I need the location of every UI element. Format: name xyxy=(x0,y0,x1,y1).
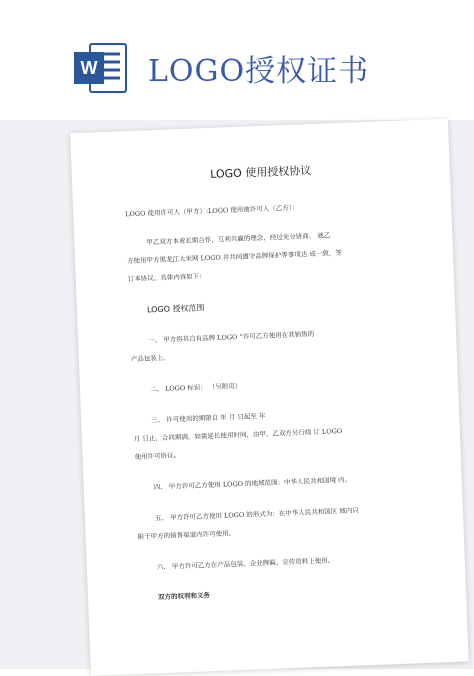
clause-3-line-1: 三、 许可使用的期限自 年 月 日起至 年 xyxy=(151,411,266,425)
parties-line: LOGO 使用许可人（甲方）:LOGO 使用被许可人（乙方）： xyxy=(125,203,299,219)
clause-6-line-1: 六、 甲方许可乙方在产品包装、企业牌匾、宣传资料上使用。 xyxy=(156,556,335,572)
clause-3-line-3: 使用许可协议。 xyxy=(134,451,181,462)
intro-line-2: 方使用甲方黑龙江大米网 LOGO 并共同遵守品牌保护等事项达 成一致，签 xyxy=(126,248,342,266)
rights-heading: 双方的权利和义务 xyxy=(157,591,211,602)
document-page xyxy=(70,119,469,676)
svg-text:W: W xyxy=(80,58,98,78)
clause-5-line-2: 限于甲方的销售渠道内许可使用。 xyxy=(137,529,236,541)
clause-3-line-2: 月 日止，合同期满，如需延长使用时间，由甲、乙双方另行续 订 LOGO xyxy=(133,427,343,444)
document-title: LOGO 使用授权协议 xyxy=(210,164,312,181)
word-icon xyxy=(72,40,128,96)
clause-5-line-1: 五、 甲方许可乙方使用 LOGO 的形式为：在中华人民共和国区 域内只 xyxy=(154,506,359,523)
header-banner xyxy=(0,0,474,120)
clause-4-line-1: 四、 甲方许可乙方使用 LOGO 的地域范围：中华人民共和国境 内。 xyxy=(153,475,352,492)
intro-line-3: 订本协议，具体内容如下： xyxy=(127,272,206,284)
page-title: LOGO授权证书 xyxy=(148,54,370,89)
intro-line-1: 甲乙双方本着长期合作，互利共赢的理念，经过充分协商， 就乙 xyxy=(146,231,331,247)
clause-2-line-1: 二、 LOGO 标识： （另附页） xyxy=(149,381,242,394)
clause-1-line-2: 产品包装上。 xyxy=(130,353,170,364)
clause-1-line-1: 一、 甲方将其自有品牌 LOGO “许可乙方使用在其销售的 xyxy=(147,330,315,345)
section-title: LOGO 授权范围 xyxy=(146,303,205,315)
